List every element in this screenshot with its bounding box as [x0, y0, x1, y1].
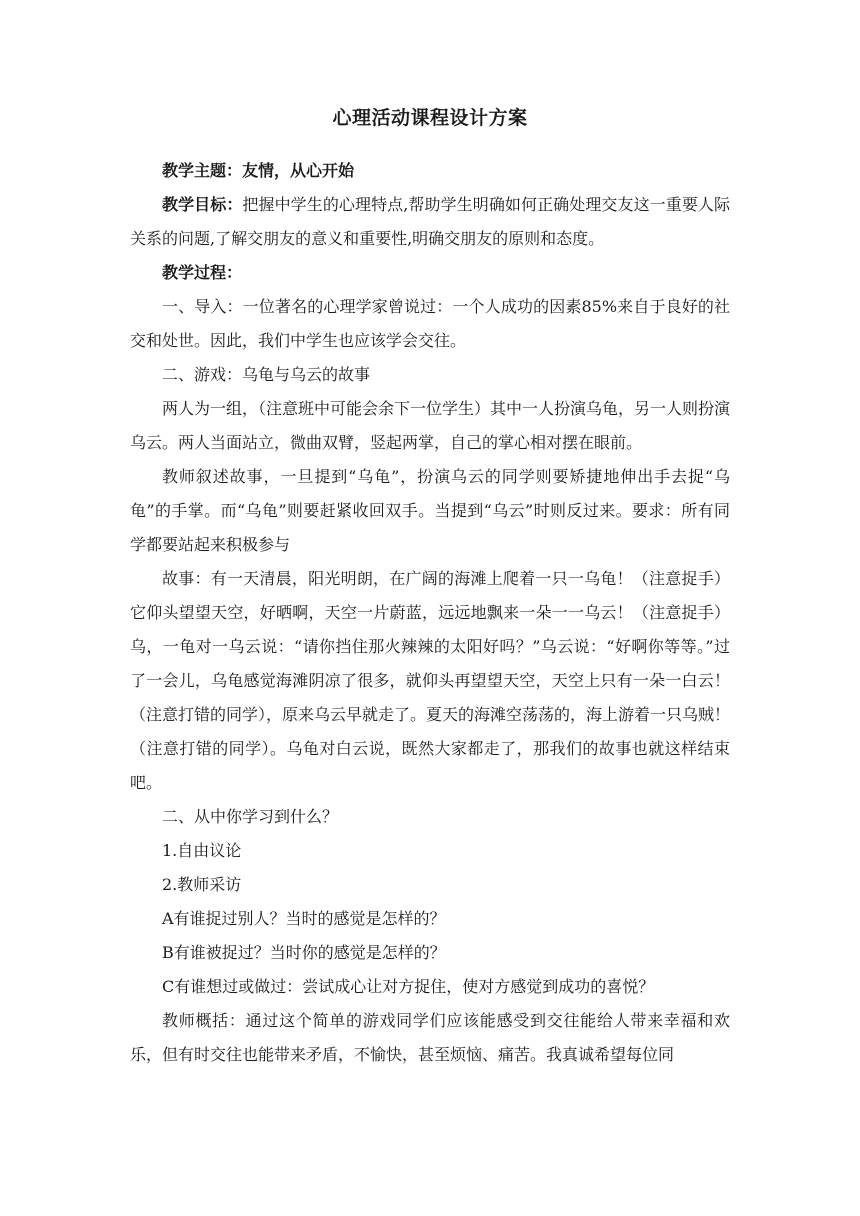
document-body [130, 154, 730, 1072]
teaching-goal [130, 188, 730, 256]
paragraph-teacher-summary: 教师概括：通过这个简单的游戏同学们应该能感受到交往能给人带来幸福和欢乐，但有时交往也能带来矛盾，不愉快，甚至烦恼、痛苦。我真诚希望每位同 [130, 1011, 730, 1064]
page-title: 心理活动课程设计方案 [332, 107, 528, 129]
paragraph-teacher-interview: 2.教师采访 [162, 875, 242, 894]
paragraph-question-b: B有谁被捉过？当时你的感觉是怎样的？ [162, 943, 446, 962]
teaching-theme-label: 教学主题： [162, 161, 243, 180]
teaching-theme-value: 友情，从心开始 [242, 161, 355, 180]
paragraph-game-rules: 两人为一组，（注意班中可能会余下一位学生）其中一人扮演乌龟，另一人则扮演乌云。两人当面站立，微曲双臂，竖起两掌，自己的掌心相对摆在眼前。 [130, 399, 731, 452]
paragraph-question-a: A有谁捉过别人？当时的感觉是怎样的？ [162, 909, 446, 928]
teaching-goal-label: 教学目标： [162, 195, 243, 214]
teaching-process-label: 教学过程： [162, 263, 243, 282]
paragraph-lesson-heading: 二、从中你学习到什么？ [162, 807, 339, 826]
paragraph-free-discussion: 1.自由议论 [162, 841, 242, 860]
paragraph-game-heading: 二、游戏：乌龟与乌云的故事 [162, 365, 371, 384]
paragraph-intro: 一、导入：一位著名的心理学家曾说过：一个人成功的因素85%来自于良好的社交和处世。因此，我们中学生也应该学会交往。 [130, 297, 730, 350]
teaching-goal-text: 把握中学生的心理特点,帮助学生明确如何正确处理交友这一重要人际关系的问题,了解交朋友的意义和重要性,明确交朋友的原则和态度。 [130, 195, 730, 248]
teaching-theme [130, 154, 730, 188]
teaching-process [130, 256, 730, 290]
paragraph-story: 故事：有一天清晨，阳光明朗，在广阔的海滩上爬着一只一乌龟！（注意捉手）它仰头望望天空，好晒啊，天空一片蔚蓝，远远地飘来一朵一一乌云！（注意捉手）乌，一龟对一乌云说：“请你挡住那火辣辣的太阳好吗？”乌云说：“好啊你等等。”过了一会儿，乌龟感觉海滩阴凉了很多，就仰头再望望天空，天空上只有一朵一白云！（注意打错的同学），原来乌云早就走了。夏天的海滩空荡荡的，海上游着一只乌贼！（注意打错的同学）。乌龟对白云说，既然大家都走了，那我们的故事也就这样结束吧。 [130, 569, 731, 792]
paragraph-game-instructions: 教师叙述故事，一旦提到“乌龟”，扮演乌云的同学则要矫捷地伸出手去捉“乌龟”的手掌。而“乌龟”则要赶紧收回双手。当提到“乌云”时则反过来。要求：所有同学都要站起来积极参与 [130, 467, 730, 554]
paragraph-question-c: C有谁想过或做过：尝试成心让对方捉住，使对方感觉到成功的喜悦？ [162, 977, 655, 996]
